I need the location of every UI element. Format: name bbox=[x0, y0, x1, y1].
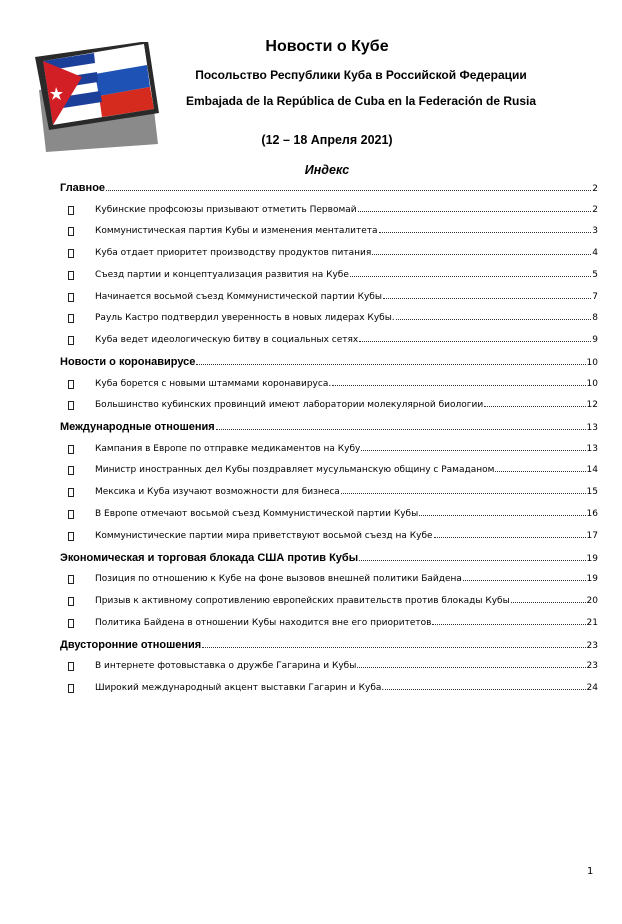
dot-leader bbox=[434, 527, 586, 538]
index-heading: Индекс bbox=[304, 163, 350, 177]
bullet-box-icon bbox=[68, 401, 74, 410]
toc-item-entry[interactable] bbox=[60, 613, 598, 635]
bullet-box-icon bbox=[68, 619, 74, 628]
toc-page-number: 15 bbox=[586, 487, 598, 498]
bullet-box-icon bbox=[68, 684, 74, 693]
bullet-box-icon bbox=[68, 466, 74, 475]
dot-leader bbox=[196, 354, 585, 365]
date-range: (12 – 18 Апреля 2021) bbox=[261, 133, 393, 147]
toc-item-entry[interactable] bbox=[60, 287, 598, 309]
toc-page-number: 9 bbox=[592, 335, 598, 346]
toc-item-title: Широкий международный акцент выставки Гагарин и Куба. bbox=[95, 682, 385, 693]
toc-item-entry[interactable] bbox=[60, 221, 598, 243]
bullet-box-icon bbox=[68, 532, 74, 541]
bullet-box-icon bbox=[68, 293, 74, 302]
dot-leader bbox=[396, 309, 592, 320]
dot-leader bbox=[357, 657, 585, 668]
toc-page-number: 13 bbox=[586, 443, 598, 454]
toc-item-entry[interactable] bbox=[60, 308, 598, 330]
toc-item-title: Позиция по отношению к Кубе на фоне вызовов внешней политики Байдена bbox=[95, 574, 462, 585]
page-number: 1 bbox=[587, 866, 594, 877]
toc-section-entry[interactable] bbox=[60, 635, 598, 657]
dot-leader bbox=[385, 679, 585, 690]
bullet-box-icon bbox=[68, 249, 74, 258]
toc-section-title: Двусторонние отношения bbox=[60, 638, 202, 651]
toc-item-title: Мексика и Куба изучают возможности для бизнеса bbox=[95, 487, 340, 498]
toc-item-entry[interactable] bbox=[60, 526, 598, 548]
toc-item-title: Коммунистические партии мира приветствуют восьмой съезд на Кубе bbox=[95, 530, 433, 541]
toc-page-number: 14 bbox=[586, 465, 598, 476]
dot-leader bbox=[216, 419, 586, 430]
toc-item-entry[interactable] bbox=[60, 200, 598, 222]
dot-leader bbox=[463, 570, 586, 581]
toc-page-number: 7 bbox=[592, 291, 598, 302]
toc-item-entry[interactable] bbox=[60, 243, 598, 265]
newsletter-title: Новости о Кубе bbox=[265, 38, 389, 55]
toc-section-entry[interactable] bbox=[60, 548, 598, 570]
toc-item-title: Большинство кубинских провинций имеют лаборатории молекулярной биологии bbox=[95, 400, 484, 411]
dot-leader bbox=[379, 222, 592, 233]
bullet-box-icon bbox=[68, 597, 74, 606]
toc-item-title: Рауль Кастро подтвердил уверенность в новых лидерах Кубы. bbox=[95, 313, 395, 324]
embassy-name-spanish: Embajada de la República de Cuba en la Federación de Rusia bbox=[185, 94, 537, 108]
toc-page-number: 3 bbox=[592, 226, 598, 237]
toc-page-number: 4 bbox=[592, 248, 598, 259]
dot-leader bbox=[359, 331, 591, 342]
toc-item-title: Кубинские профсоюзы призывают отметить Первомай bbox=[95, 204, 357, 215]
dot-leader bbox=[350, 266, 591, 277]
toc-page-number: 10 bbox=[586, 358, 598, 369]
toc-section-title: Главное bbox=[60, 182, 106, 194]
dot-leader bbox=[106, 180, 591, 191]
dot-leader bbox=[383, 288, 591, 299]
bullet-box-icon bbox=[68, 662, 74, 671]
dot-leader bbox=[359, 550, 585, 561]
bullet-box-icon bbox=[68, 488, 74, 497]
toc-item-entry[interactable] bbox=[60, 330, 598, 352]
bullet-box-icon bbox=[68, 510, 74, 519]
dot-leader bbox=[358, 201, 592, 212]
toc-page-number: 23 bbox=[586, 640, 598, 651]
toc-page-number: 16 bbox=[586, 509, 598, 520]
toc-section-entry[interactable] bbox=[60, 178, 598, 200]
toc-page-number: 24 bbox=[586, 682, 598, 693]
bullet-box-icon bbox=[68, 206, 74, 215]
dot-leader bbox=[332, 375, 585, 386]
toc-item-title: Кампания в Европе по отправке медикаментов на Кубу bbox=[95, 443, 361, 454]
toc-section-entry[interactable] bbox=[60, 352, 598, 374]
toc-item-entry[interactable] bbox=[60, 265, 598, 287]
toc-page-number: 10 bbox=[586, 378, 598, 389]
embassy-name-russian: Посольство Республики Куба в Российской Федерации bbox=[195, 68, 527, 82]
toc-page-number: 21 bbox=[586, 617, 598, 628]
toc-item-entry[interactable] bbox=[60, 395, 598, 417]
dot-leader bbox=[432, 614, 585, 625]
dot-leader bbox=[372, 244, 591, 255]
dot-leader bbox=[495, 461, 585, 472]
toc-page-number: 2 bbox=[592, 204, 598, 215]
toc-page-number: 23 bbox=[586, 661, 598, 672]
dot-leader bbox=[484, 396, 585, 407]
toc-item-entry[interactable] bbox=[60, 504, 598, 526]
toc-item-entry[interactable] bbox=[60, 656, 598, 678]
toc-page-number: 2 bbox=[592, 184, 598, 194]
toc-item-entry[interactable] bbox=[60, 439, 598, 461]
toc-page-number: 19 bbox=[586, 574, 598, 585]
toc-section-title: Международные отношения bbox=[60, 421, 215, 434]
bullet-box-icon bbox=[68, 314, 74, 323]
dot-leader bbox=[202, 637, 585, 648]
toc-section-entry[interactable] bbox=[60, 417, 598, 439]
bullet-box-icon bbox=[68, 575, 74, 584]
toc-item-title: Начинается восьмой съезд Коммунистической партии Кубы bbox=[95, 291, 382, 302]
bullet-box-icon bbox=[68, 380, 74, 389]
toc-page-number: 5 bbox=[592, 269, 598, 280]
toc-item-title: В интернете фотовыставка о дружбе Гагарина и Кубы bbox=[95, 661, 357, 672]
toc-item-entry[interactable] bbox=[60, 678, 598, 700]
toc-item-entry[interactable] bbox=[60, 569, 598, 591]
dot-leader bbox=[361, 440, 585, 451]
toc-item-title: Куба борется с новыми штаммами коронавируса. bbox=[95, 378, 332, 389]
bullet-box-icon bbox=[68, 445, 74, 454]
bullet-box-icon bbox=[68, 336, 74, 345]
dot-leader bbox=[341, 483, 586, 494]
toc-item-title: В Европе отмечают восьмой съезд Коммунистической партии Кубы bbox=[95, 509, 419, 520]
toc-item-entry[interactable] bbox=[60, 374, 598, 396]
toc-item-title: Съезд партии и концептуализация развития на Кубе bbox=[95, 269, 349, 280]
toc-page-number: 12 bbox=[586, 400, 598, 411]
toc-page-number: 13 bbox=[586, 423, 598, 434]
toc-item-title: Коммунистическая партия Кубы и изменения менталитета bbox=[95, 226, 378, 237]
dot-leader bbox=[511, 592, 586, 603]
toc-section-title: Новости о коронавирусе bbox=[60, 356, 196, 369]
toc-page-number: 17 bbox=[586, 530, 598, 541]
toc-item-title: Политика Байдена в отношении Кубы находится вне его приоритетов bbox=[95, 617, 432, 628]
toc-item-entry[interactable] bbox=[60, 482, 598, 504]
table-of-contents bbox=[60, 178, 598, 700]
toc-page-number: 8 bbox=[592, 313, 598, 324]
toc-section-title: Экономическая и торговая блокада США против Кубы bbox=[60, 551, 359, 564]
dot-leader bbox=[419, 505, 585, 516]
toc-page-number: 19 bbox=[586, 553, 598, 564]
toc-item-entry[interactable] bbox=[60, 591, 598, 613]
toc-item-title: Призыв к активному сопротивлению европейских правительств против блокады Кубы bbox=[95, 595, 510, 606]
toc-item-title: Министр иностранных дел Кубы поздравляет мусульманскую общину с Рамаданом bbox=[95, 465, 495, 476]
toc-item-entry[interactable] bbox=[60, 460, 598, 482]
bullet-box-icon bbox=[68, 227, 74, 236]
bullet-box-icon bbox=[68, 271, 74, 280]
toc-item-title: Куба ведет идеологическую битву в социальных сетях bbox=[95, 335, 359, 346]
toc-item-title: Куба отдает приоритет производству продуктов питания bbox=[95, 248, 372, 259]
toc-page-number: 20 bbox=[586, 595, 598, 606]
